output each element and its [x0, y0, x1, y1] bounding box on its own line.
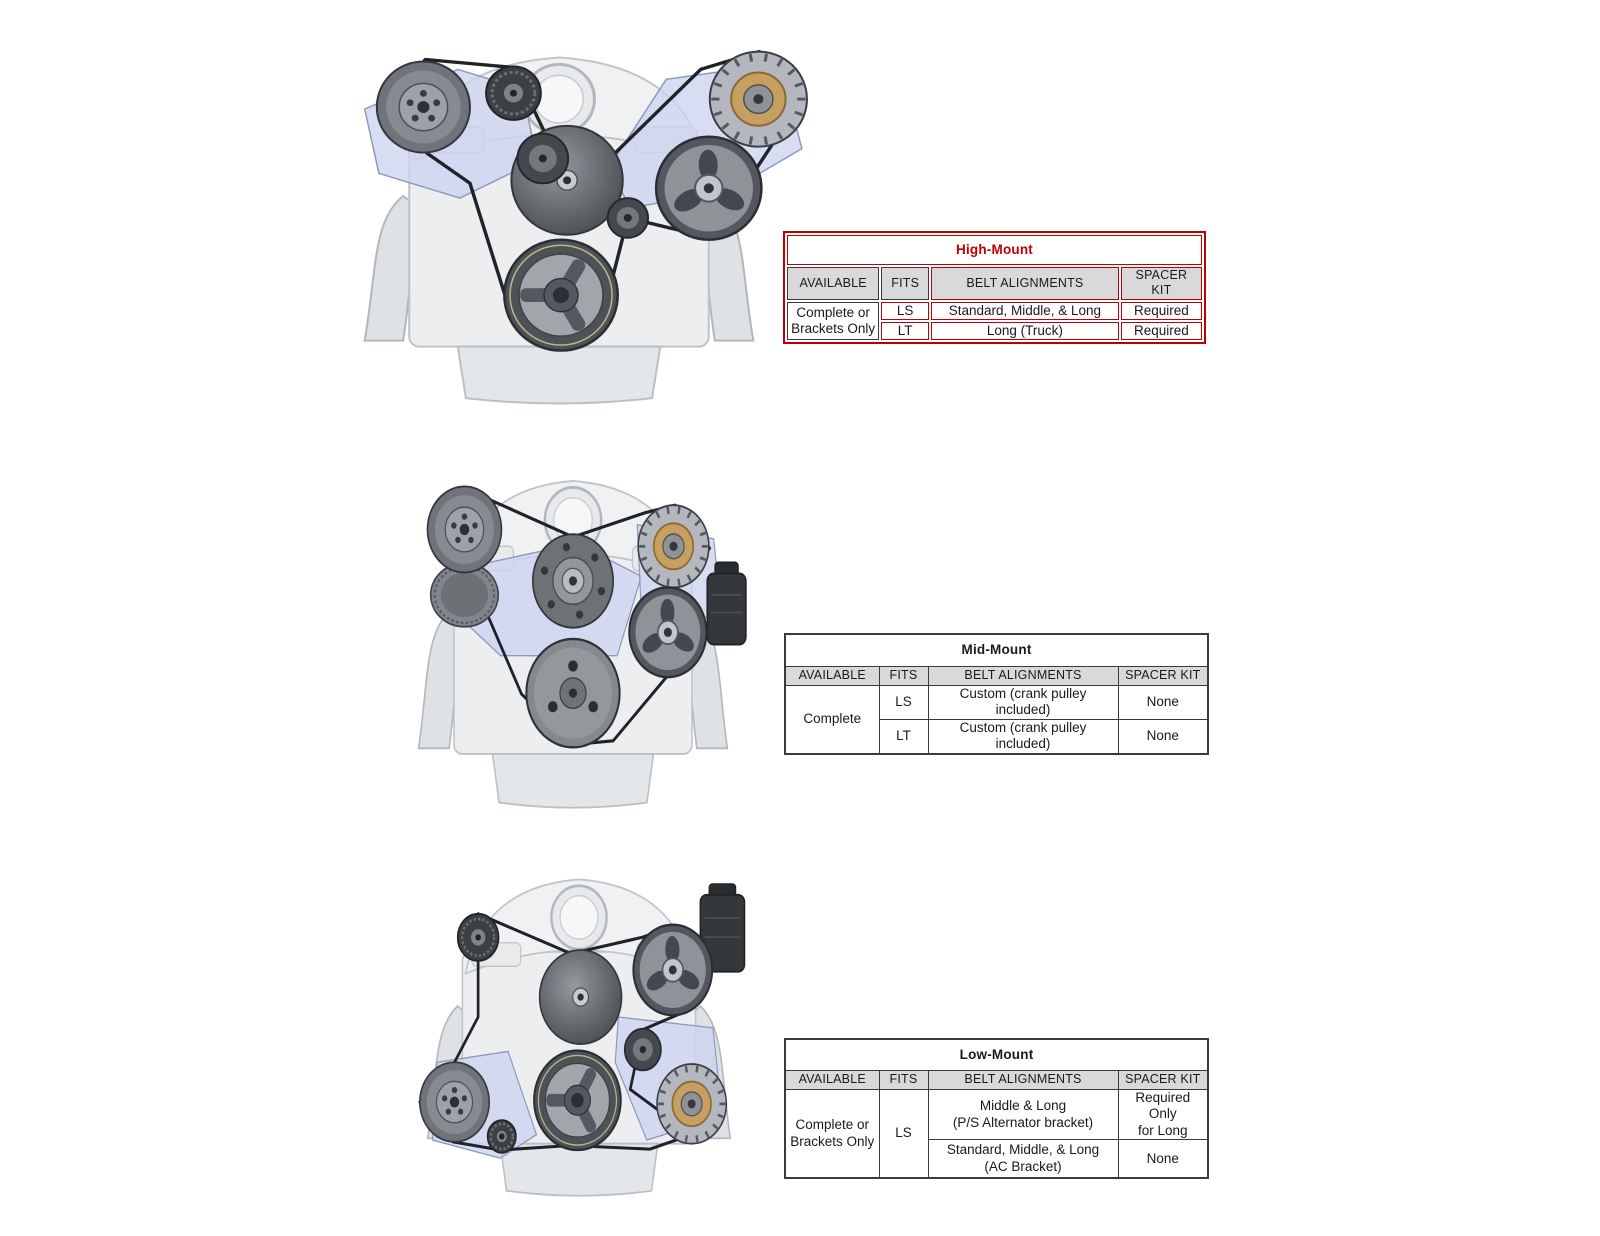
available-cell [785, 686, 879, 754]
spacer-kit-line: for Long [1137, 1122, 1188, 1138]
belt-alignments-line: Middle & Long [979, 1098, 1067, 1114]
available-line: Complete [803, 711, 862, 727]
fits-cell: LS [879, 686, 928, 720]
column-header-fits: FITS [881, 267, 929, 300]
spacer-kit-cell: None [1118, 1140, 1208, 1179]
column-header-fits: FITS [879, 667, 928, 686]
belt-alignments-cell: Standard, Middle, & Long [931, 302, 1119, 320]
belt-alignments-cell: Custom (crank pulley included) [928, 719, 1118, 753]
spacer-kit-cell [1118, 1090, 1208, 1140]
column-header-belt-alignments: BELT ALIGNMENTS [931, 267, 1119, 300]
belt-alignments-cell: Long (Truck) [931, 322, 1119, 340]
column-header-belt-alignments: BELT ALIGNMENTS [928, 1071, 1118, 1090]
column-header-available: AVAILABLE [785, 1071, 879, 1090]
available-line: Complete or [796, 304, 870, 320]
column-header-spacer-kit: SPACER KIT [1118, 1071, 1208, 1090]
fits-cell: LS [881, 302, 929, 320]
spacer-kit-cell: None [1118, 686, 1208, 720]
belt-alignments-line: (P/S Alternator bracket) [952, 1114, 1094, 1130]
available-line: Brackets Only [790, 1133, 875, 1149]
high-mount-table [783, 231, 1206, 344]
high-mount-title: High-Mount [787, 235, 1202, 265]
column-header-available: AVAILABLE [787, 267, 879, 300]
available-cell [785, 1090, 879, 1179]
low-mount-table [784, 1038, 1209, 1179]
belt-alignments-cell [928, 1140, 1118, 1179]
spacer-kit-cell: None [1118, 719, 1208, 753]
column-header-belt-alignments: BELT ALIGNMENTS [928, 667, 1118, 686]
available-line: Complete or [795, 1117, 870, 1133]
spacer-kit-cell: Required [1121, 322, 1202, 340]
column-header-fits: FITS [879, 1071, 928, 1090]
spacer-kit-cell: Required [1121, 302, 1202, 320]
low-mount-engine-illustration [382, 836, 776, 1198]
column-header-spacer-kit: SPACER KIT [1118, 667, 1208, 686]
fits-cell: LT [879, 719, 928, 753]
high-mount-engine-illustration [306, 10, 812, 406]
mid-mount-table [784, 633, 1209, 755]
available-cell [787, 302, 879, 341]
fits-cell: LT [881, 322, 929, 340]
mid-mount-title: Mid-Mount [785, 634, 1208, 667]
belt-alignments-line: Standard, Middle, & Long [946, 1142, 1100, 1158]
column-header-available: AVAILABLE [785, 667, 879, 686]
column-header-spacer-kit: SPACER KIT [1121, 267, 1202, 300]
belt-alignments-cell: Custom (crank pulley included) [928, 686, 1118, 720]
available-line: Brackets Only [791, 320, 876, 336]
belt-alignments-cell [928, 1090, 1118, 1140]
belt-alignments-line: (AC Bracket) [984, 1158, 1062, 1174]
fits-cell: LS [879, 1090, 928, 1179]
spacer-kit-line: Required Only [1135, 1090, 1191, 1122]
low-mount-title: Low-Mount [785, 1039, 1208, 1071]
mid-mount-engine-illustration [372, 436, 774, 810]
